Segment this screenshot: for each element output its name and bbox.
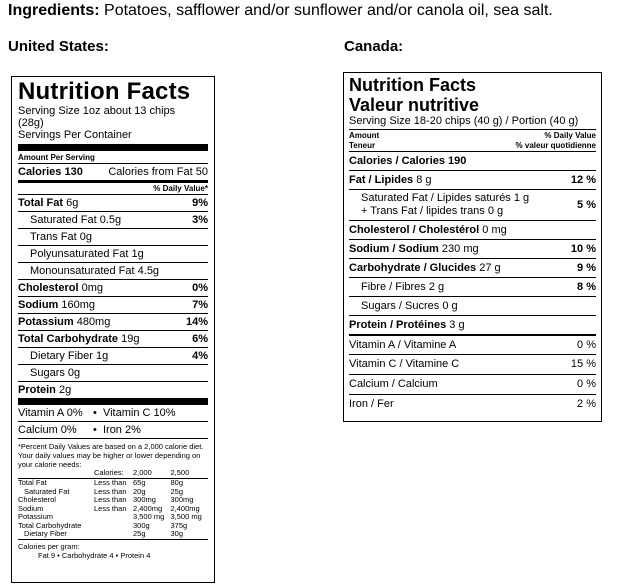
us-dv-table-header: Calories: 2,000 2,500 bbox=[93, 468, 190, 477]
canada-fibre-row: Fibre / Fibres 2 g 8 % bbox=[349, 277, 596, 296]
canada-sodium-row: Sodium / Sodium 230 mg 10 % bbox=[349, 239, 596, 258]
us-iron: • Iron 2% bbox=[93, 424, 141, 436]
us-dv-table-row: Saturated Fat Less than 20g 25g bbox=[24, 486, 183, 496]
ingredients-line bbox=[8, 2, 553, 20]
us-title: Nutrition Facts bbox=[18, 78, 191, 105]
us-serving-size-grams: (28g) bbox=[18, 117, 44, 129]
us-nutrient-row: Monounsaturated Fat 4.5g bbox=[18, 262, 208, 279]
canada-fat-row: Fat / Lipides 8 g 12 % bbox=[349, 170, 596, 189]
us-mineral-row bbox=[18, 421, 208, 438]
us-vitamin-c: • Vitamin C 10% bbox=[93, 407, 176, 419]
us-calories: Calories 130 bbox=[18, 166, 83, 178]
us-calories-per-gram-values: Fat 9 • Carbohydrate 4 • Protein 4 bbox=[38, 550, 151, 560]
us-nutrient-row: Protein 2g bbox=[18, 381, 208, 398]
canada-sugars-row: Sugars / Sucres 0 g bbox=[349, 296, 596, 315]
canada-sodium-pct: 10 % bbox=[570, 243, 596, 255]
canada-vitamin-c-row: Vitamin C / Vitamine C 15 % bbox=[349, 354, 596, 374]
canada-nutrition-label bbox=[343, 72, 602, 422]
us-nutrient-row: Polyunsaturated Fat 1g bbox=[18, 245, 208, 262]
us-nutrient-row: Total Fat 6g 9% bbox=[18, 194, 208, 211]
canada-fat-pct: 12 % bbox=[570, 174, 596, 186]
us-dv-table-row: Total Carbohydrate 300g 375g bbox=[18, 520, 188, 530]
us-serving-size: Serving Size 1oz about 13 chips bbox=[18, 105, 176, 117]
canada-sat-trans-pct: 5 % bbox=[577, 198, 596, 211]
us-calories-per-gram: Calories per gram: Fat 9 • Carbohydrate 4 • Protein 4 bbox=[18, 539, 208, 560]
us-vitamin-row bbox=[18, 405, 208, 421]
us-nutrient-row: Dietary Fiber 1g 4% bbox=[18, 347, 208, 364]
canada-calories-row bbox=[349, 151, 596, 170]
canada-sat-trans-row: Saturated Fat / Lipides saturés 1 g + Trans Fat / lipides trans 0 g 5 % bbox=[349, 189, 596, 220]
canada-calcium-row: Calcium / Calcium 0 % bbox=[349, 374, 596, 394]
us-nutrient-row: Sugars 0g bbox=[18, 364, 208, 381]
canada-fibre-pct: 8 % bbox=[577, 281, 596, 293]
us-daily-value-header: % Daily Value* bbox=[153, 184, 208, 193]
canada-carb-pct: 9 % bbox=[577, 262, 596, 274]
canada-amount-header: Amount Teneur % Daily Value % valeur quotidienne bbox=[349, 131, 596, 150]
us-daily-value-table bbox=[18, 469, 208, 539]
us-nutrient-row: Trans Fat 0g bbox=[18, 228, 208, 245]
us-nutrient-row: Sodium 160mg 7% bbox=[18, 296, 208, 313]
canada-heading: Canada: bbox=[344, 38, 404, 55]
canada-vitamin-a-row: Vitamin A / Vitamine A 0 % bbox=[349, 334, 596, 354]
us-nutrient-row: Cholesterol 0mg 0% bbox=[18, 279, 208, 296]
canada-cholesterol-row: Cholesterol / Cholestérol 0 mg bbox=[349, 220, 596, 239]
us-calcium: Calcium 0% bbox=[18, 424, 77, 436]
canada-protein-row: Protein / Protéines 3 g bbox=[349, 315, 596, 334]
us-thick-divider bbox=[18, 144, 208, 151]
us-thick-divider-2 bbox=[18, 398, 208, 405]
canada-carb-row: Carbohydrate / Glucides 27 g 9 % bbox=[349, 258, 596, 277]
us-heading: United States: bbox=[8, 38, 109, 55]
canada-title-fr: Valeur nutritive bbox=[349, 95, 480, 115]
us-dv-table-row: Sodium Less than 2,400mg 2,400mg bbox=[18, 503, 200, 513]
us-dv-table-row: Total Fat Less than 65g 80g bbox=[18, 478, 183, 487]
us-nutrient-row: Saturated Fat 0.5g 3% bbox=[18, 211, 208, 228]
us-footnote: *Percent Daily Values are based on a 2,000 calorie diet. Your daily values may be higher or lower depending on your calorie needs: bbox=[18, 438, 208, 469]
us-dv-table-row: Potassium 3,500 mg 3,500 mg bbox=[18, 512, 202, 521]
canada-iron-row: Iron / Fer 2 % bbox=[349, 394, 596, 414]
canada-serving-size: Serving Size 18-20 chips (40 g) / Portion (40 g) bbox=[349, 115, 579, 127]
ingredients-label: Ingredients: bbox=[8, 2, 100, 19]
us-dv-table-row: Cholesterol Less than 300mg 300mg bbox=[18, 495, 194, 504]
canada-title-en: Nutrition Facts bbox=[349, 75, 477, 95]
canada-calories: Calories / Calories 190 bbox=[349, 155, 467, 167]
us-servings-per-container: Servings Per Container bbox=[18, 129, 132, 141]
us-amount-per-serving: Amount Per Serving bbox=[18, 153, 95, 162]
us-nutrient-row: Total Carbohydrate 19g 6% bbox=[18, 330, 208, 347]
us-dv-table-row: Dietary Fiber 25g 30g bbox=[24, 529, 183, 538]
us-nutrient-rows bbox=[18, 194, 208, 398]
ingredients-text: Potatoes, safflower and/or sunflower and/or canola oil, sea salt. bbox=[104, 2, 553, 19]
us-calories-from-fat: Calories from Fat 50 bbox=[108, 166, 208, 178]
us-nutrient-row: Potassium 480mg 14% bbox=[18, 313, 208, 330]
us-nutrition-label bbox=[11, 76, 215, 583]
us-vitamin-a: Vitamin A 0% bbox=[18, 407, 83, 419]
us-calories-row bbox=[18, 163, 208, 180]
